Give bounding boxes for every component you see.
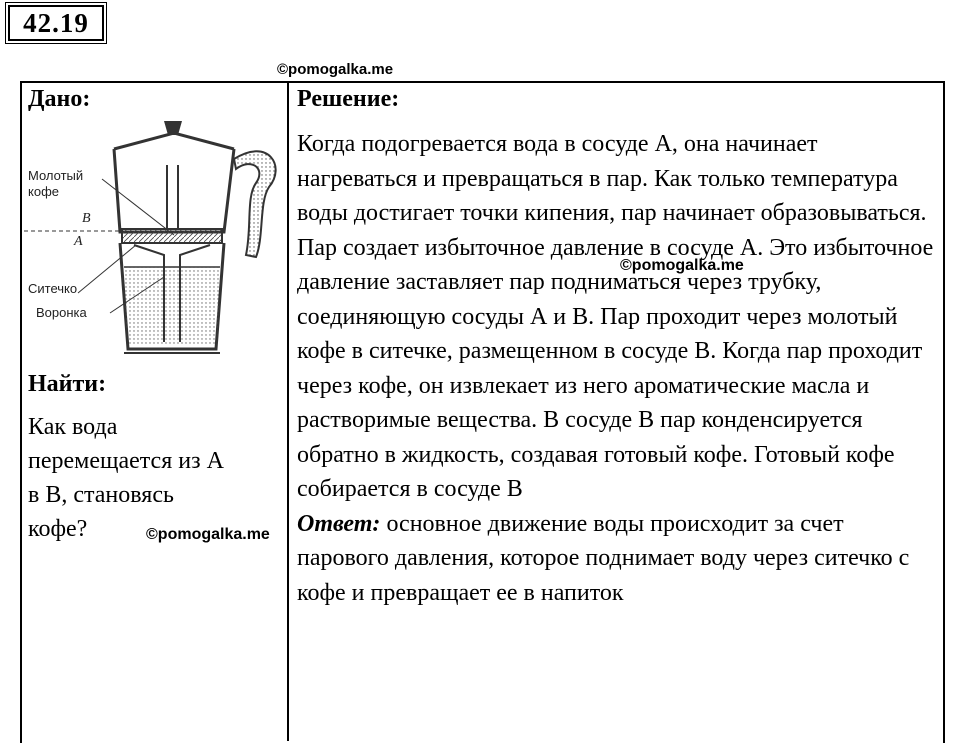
- given-heading: Дано:: [28, 86, 91, 112]
- problem-number: 42.19: [8, 5, 104, 41]
- strainer-coffee: [122, 229, 222, 243]
- label-ground-coffee-2: кофе: [28, 184, 59, 199]
- watermark: ©pomogalka.me: [146, 526, 270, 543]
- find-line: в В, становясь: [28, 482, 174, 508]
- find-heading: Найти:: [28, 371, 107, 397]
- label-strainer: Ситечко: [28, 281, 78, 296]
- label-vessel-a: A: [74, 234, 83, 249]
- find-line: Как вода: [28, 414, 118, 440]
- label-funnel: Воронка: [36, 305, 87, 320]
- solution-heading: Решение:: [297, 86, 400, 112]
- vessel-b: [114, 149, 234, 232]
- handle: [234, 151, 276, 257]
- watermark: ©pomogalka.me: [620, 257, 744, 274]
- label-vessel-b: B: [82, 211, 91, 226]
- find-line: перемещается из А: [28, 448, 224, 474]
- lid: [114, 133, 234, 149]
- solution-text: [297, 127, 937, 610]
- solution-body: Когда подогревается вода в сосуде А, она начинает нагреваться и превращаться в пар. Как только температура воды достигает точки кипения, пар начинает образовываться. Пар создает избыточное давление в сосуде А. Это избыточное давление заставляет пар подниматься через трубку, соединяющую сосуды А и В. Пар проходит через молотый кофе в ситечке, размещенном в сосуде В. Когда пар проходит через кофе, он извлекает из него ароматические масла и растворимые вещества. В сосуде В пар конденсируется обратно в жидкость, создавая готовый кофе. Готовый кофе собирается в сосуде В: [297, 131, 934, 502]
- coffee-pot-diagram: [24, 117, 286, 362]
- column-divider: [287, 81, 289, 741]
- label-ground-coffee-1: Молотый: [28, 168, 84, 183]
- answer-text: основное движение воды происходит за счет парового давления, которое поднимает воду через ситечко с кофе и превращает ее в напиток: [297, 510, 910, 606]
- find-line: кофе?: [28, 516, 88, 542]
- water: [124, 267, 220, 345]
- watermark: ©pomogalka.me: [277, 61, 394, 78]
- answer-label: Ответ:: [297, 510, 381, 537]
